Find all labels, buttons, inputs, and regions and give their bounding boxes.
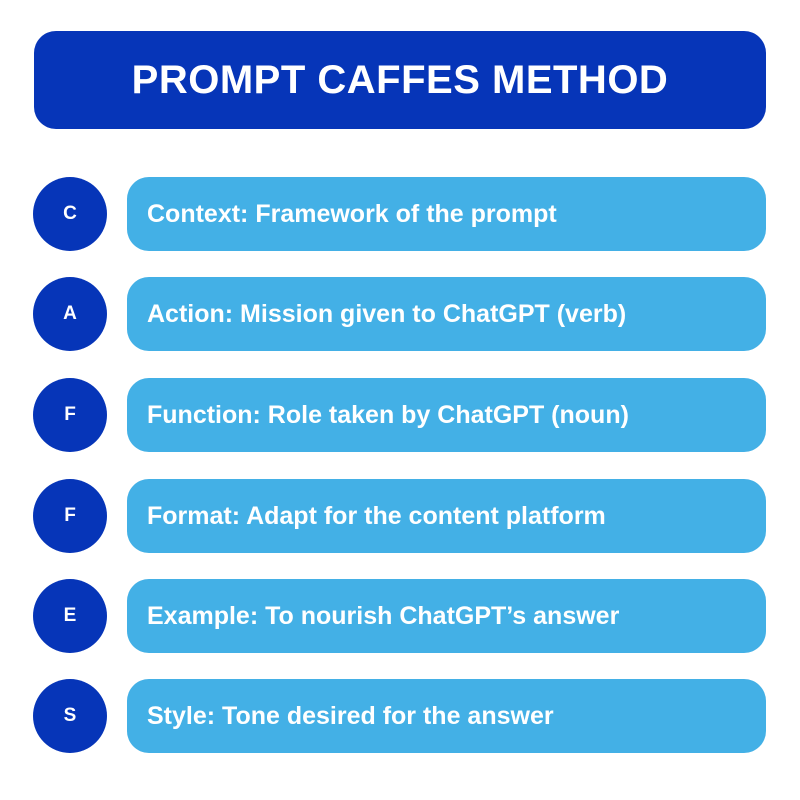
letter-badge: E [33,579,107,653]
letter-badge: A [33,277,107,351]
item-text: Function: Role taken by ChatGPT (noun) [147,400,629,429]
method-item-style [0,679,800,753]
method-item-function [0,378,800,452]
method-item-example [0,579,800,653]
item-pill [127,479,766,553]
page-title: PROMPT CAFFES METHOD [131,57,669,102]
item-pill [127,579,766,653]
item-text: Example: To nourish ChatGPT’s answer [147,601,620,630]
letter-badge: F [33,378,107,452]
letter-badge: S [33,679,107,753]
method-item-action [0,277,800,351]
item-pill [127,277,766,351]
item-text: Format: Adapt for the content platform [147,501,606,530]
method-item-format [0,479,800,553]
item-text: Style: Tone desired for the answer [147,701,554,730]
item-text: Context: Framework of the prompt [147,199,557,228]
letter-badge: C [33,177,107,251]
title-banner [34,31,766,129]
item-pill [127,679,766,753]
method-item-context [0,177,800,251]
letter-badge: F [33,479,107,553]
item-text: Action: Mission given to ChatGPT (verb) [147,299,627,328]
item-pill [127,378,766,452]
item-pill [127,177,766,251]
